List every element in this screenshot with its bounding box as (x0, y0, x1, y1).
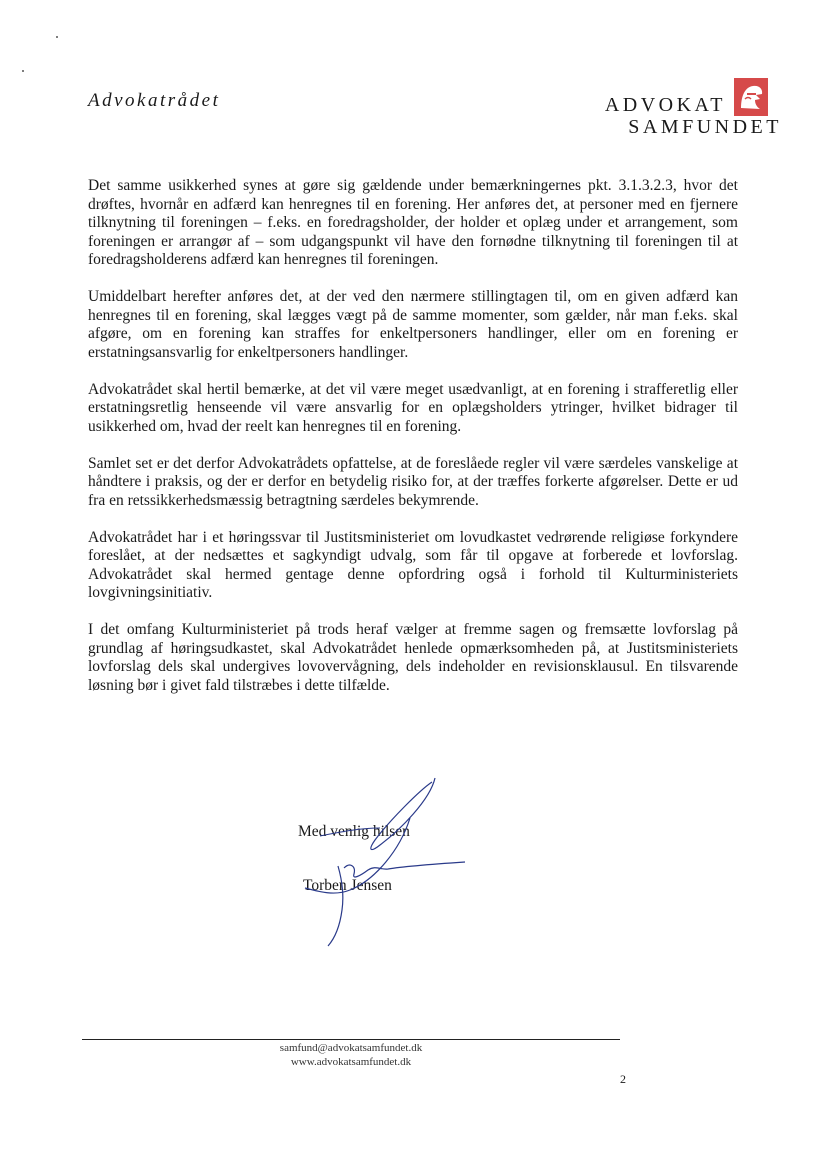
page-number: 2 (620, 1072, 626, 1086)
letter-body (88, 177, 738, 714)
knight-helmet-icon (734, 78, 768, 116)
body-paragraph: Det samme usikkerhed synes at gøre sig gældende under bemærkningernes pkt. 3.1.3.2.3, hvor det drøftes, hvornår en adfærd kan henregnes til en forening. Her anføres det, at personer med en fjernere tilknytning til foreningen – f.eks. en foredragsholder, der holder et oplæg under et arrangement, som foreningen er arrangør af – som udgangspunkt vil have den fornødne tilknytning til foreningen til at foredragsholderens adfærd kan henregnes til foreningen. (88, 177, 738, 268)
logo-line2: SAMFUNDET (628, 116, 782, 138)
body-paragraph: Advokatrådet har i et høringssvar til Justitsministeriet om lovudkastet vedrørende religiøse forkyndere foreslået, at der nedsættes et sagkyndigt udvalg, som får til opgave at forberede et lovforslag. Advokatrådet skal hermed gentage denne opfordring også i forhold til Kulturministeriets lovgivningsinitiativ. (88, 528, 738, 601)
advokatsamfundet-logo (592, 78, 782, 138)
scan-speck (22, 70, 24, 72)
body-paragraph: Umiddelbart herefter anføres det, at der ved den nærmere stillingtagen til, om en given adfærd kan henregnes til en forening, skal lægges vægt på de samme momenter, som gælder, når man f.eks. skal afgøre, om en forening kan straffes for enkeltpersoners handlinger, eller om en forening er erstatningsansvarlig for enkeltpersoners handlinger. (88, 288, 738, 361)
signer-name: Torben Jensen (303, 877, 392, 894)
footer-website: www.advokatsamfundet.dk (290, 1056, 412, 1068)
body-paragraph: Advokatrådet skal hertil bemærke, at det vil være meget usædvanligt, at en forening i strafferetlig eller erstatningsretlig henseende vil være ansvarlig for en oplægsholders ytringer, hvilket bidrager til usikkerhed om, hvad der reelt kan henregnes til en forening. (88, 380, 738, 435)
footer-email: samfund@advokatsamfundet.dk (279, 1042, 423, 1054)
logo-line1: ADVOKAT (604, 94, 726, 116)
scan-speck (56, 36, 58, 38)
body-paragraph: Samlet set er det derfor Advokatrådets opfattelse, at de foreslåede regler vil være særdeles vanskelige at håndtere i praksis, og der er derfor en betydelig risiko for, at der træffes forkerte afgørelser. Dette er ud fra en retssikkerhedsmæssig betragtning særdeles bekymrende. (88, 454, 738, 509)
footer-divider (82, 1039, 620, 1040)
closing-salutation: Med venlig hilsen (298, 823, 410, 840)
handwritten-signature-icon (280, 770, 490, 950)
body-paragraph: I det omfang Kulturministeriet på trods heraf vælger at fremme sagen og fremsætte lovforslag på grundlag af høringsudkastet, skal Advokatrådet henlede opmærksomheden på, at Justitsministeriets lovforslag dels skal undergives lovovervågning, dels indeholder en revisionsklausul. En tilsvarende løsning bør i givet fald tilstræbes i dette tilfælde. (88, 621, 738, 694)
header-title: Advokatrådet (88, 90, 221, 111)
